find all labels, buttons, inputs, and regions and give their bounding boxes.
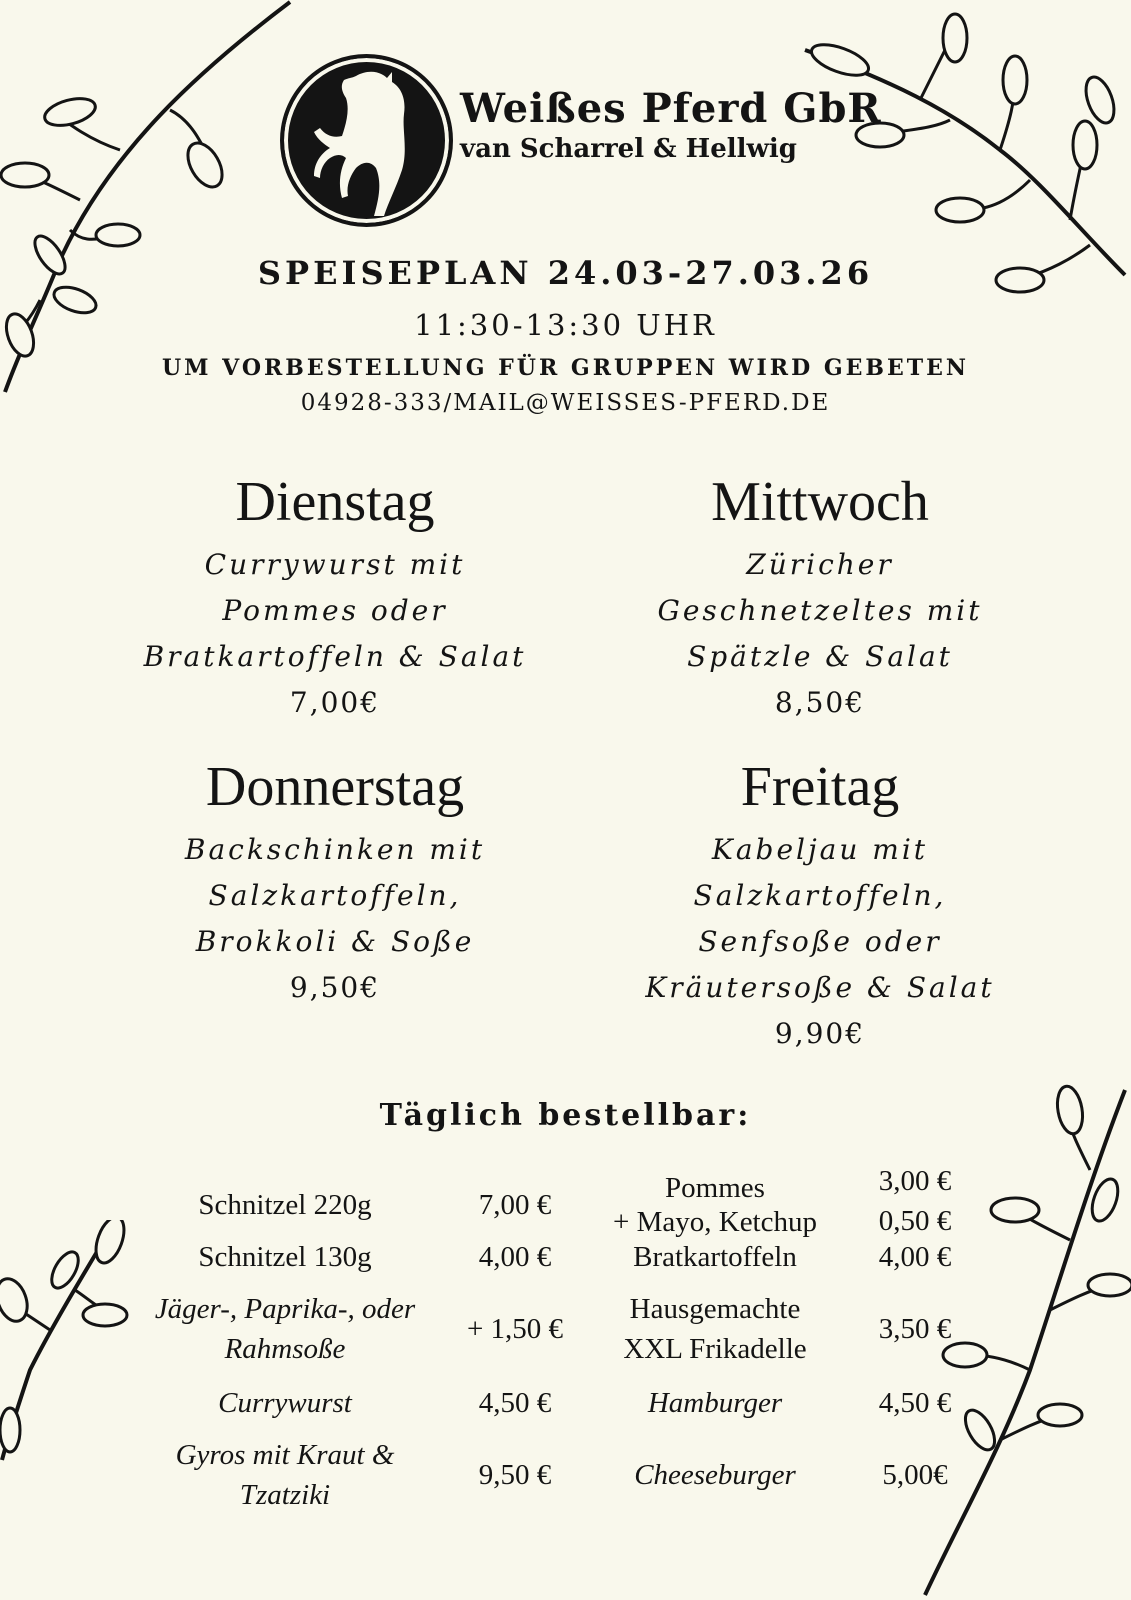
item-price: 5,00€ xyxy=(882,1459,948,1491)
day-name: Mittwoch xyxy=(711,471,929,533)
item-price: 9,50 € xyxy=(478,1459,552,1491)
group-preorder-note: UM VORBESTELLUNG FÜR GRUPPEN WIRD GEBETEN xyxy=(161,355,969,381)
day-price: 8,50€ xyxy=(774,686,866,719)
day-name: Freitag xyxy=(740,756,900,818)
day-card-thursday xyxy=(115,755,555,1011)
day-name: Donnerstag xyxy=(205,756,465,818)
table-row xyxy=(120,1237,980,1287)
daily-menu-title: Täglich bestellbar: xyxy=(379,1098,752,1133)
day-dish: Züricher Geschnetzeltes mit Spätzle & Salat xyxy=(657,548,983,673)
brand-name: Weißes Pferd GbR xyxy=(460,85,882,132)
item-name: Schnitzel 130g xyxy=(198,1241,372,1273)
menu-plan-title: SPEISEPLAN 24.03-27.03.26 xyxy=(257,254,874,292)
item-price: + 1,50 € xyxy=(466,1313,564,1345)
day-card-friday xyxy=(600,755,1040,1057)
brand-logo xyxy=(280,54,453,227)
item-name: Hamburger xyxy=(647,1387,783,1419)
item-price: 4,00 € xyxy=(878,1241,952,1273)
day-dish: Currywurst mit Pommes oder Bratkartoffeln & Salat xyxy=(143,548,527,673)
table-row xyxy=(120,1435,980,1525)
item-price: 3,00 € 0,50 € xyxy=(878,1165,952,1237)
day-dish: Kabeljau mit Salzkartoffeln, Senfsoße oder Kräutersoße & Salat xyxy=(645,833,995,1004)
floral-branch-icon xyxy=(0,1220,130,1480)
brand-subtitle: van Scharrel & Hellwig xyxy=(460,134,797,164)
brand-block xyxy=(460,85,882,164)
table-row xyxy=(120,1383,980,1433)
table-row xyxy=(120,1289,980,1379)
item-price: 3,50 € xyxy=(878,1313,952,1345)
item-name: Schnitzel 220g xyxy=(198,1189,372,1221)
item-price: 4,00 € xyxy=(478,1241,552,1273)
day-card-tuesday xyxy=(115,470,555,726)
opening-hours: 11:30-13:30 UHR xyxy=(414,308,717,342)
day-price: 7,00€ xyxy=(289,686,381,719)
day-price: 9,90€ xyxy=(774,1017,866,1050)
day-name: Dienstag xyxy=(235,471,435,533)
item-name: Bratkartoffeln xyxy=(633,1241,797,1273)
day-card-wednesday xyxy=(600,470,1040,726)
item-name: Pommes + Mayo, Ketchup xyxy=(612,1172,817,1238)
day-price: 9,50€ xyxy=(289,971,381,1004)
item-price: 4,50 € xyxy=(478,1387,552,1419)
table-row xyxy=(120,1165,980,1245)
white-horse-rearing-icon xyxy=(284,58,449,223)
day-dish: Backschinken mit Salzkartoffeln, Brokkoli & Soße xyxy=(184,833,486,958)
item-name: Cheeseburger xyxy=(634,1459,796,1491)
item-name: Currywurst xyxy=(218,1387,352,1419)
item-name: Gyros mit Kraut & Tzatziki xyxy=(175,1439,395,1511)
item-price: 4,50 € xyxy=(878,1387,952,1419)
item-name: Jäger-, Paprika-, oder Rahmsoße xyxy=(154,1293,416,1365)
item-name: Hausgemachte XXL Frikadelle xyxy=(623,1293,807,1365)
contact-info: 04928-333/MAIL@WEISSES-PFERD.DE xyxy=(300,390,831,416)
item-price: 7,00 € xyxy=(478,1189,552,1221)
